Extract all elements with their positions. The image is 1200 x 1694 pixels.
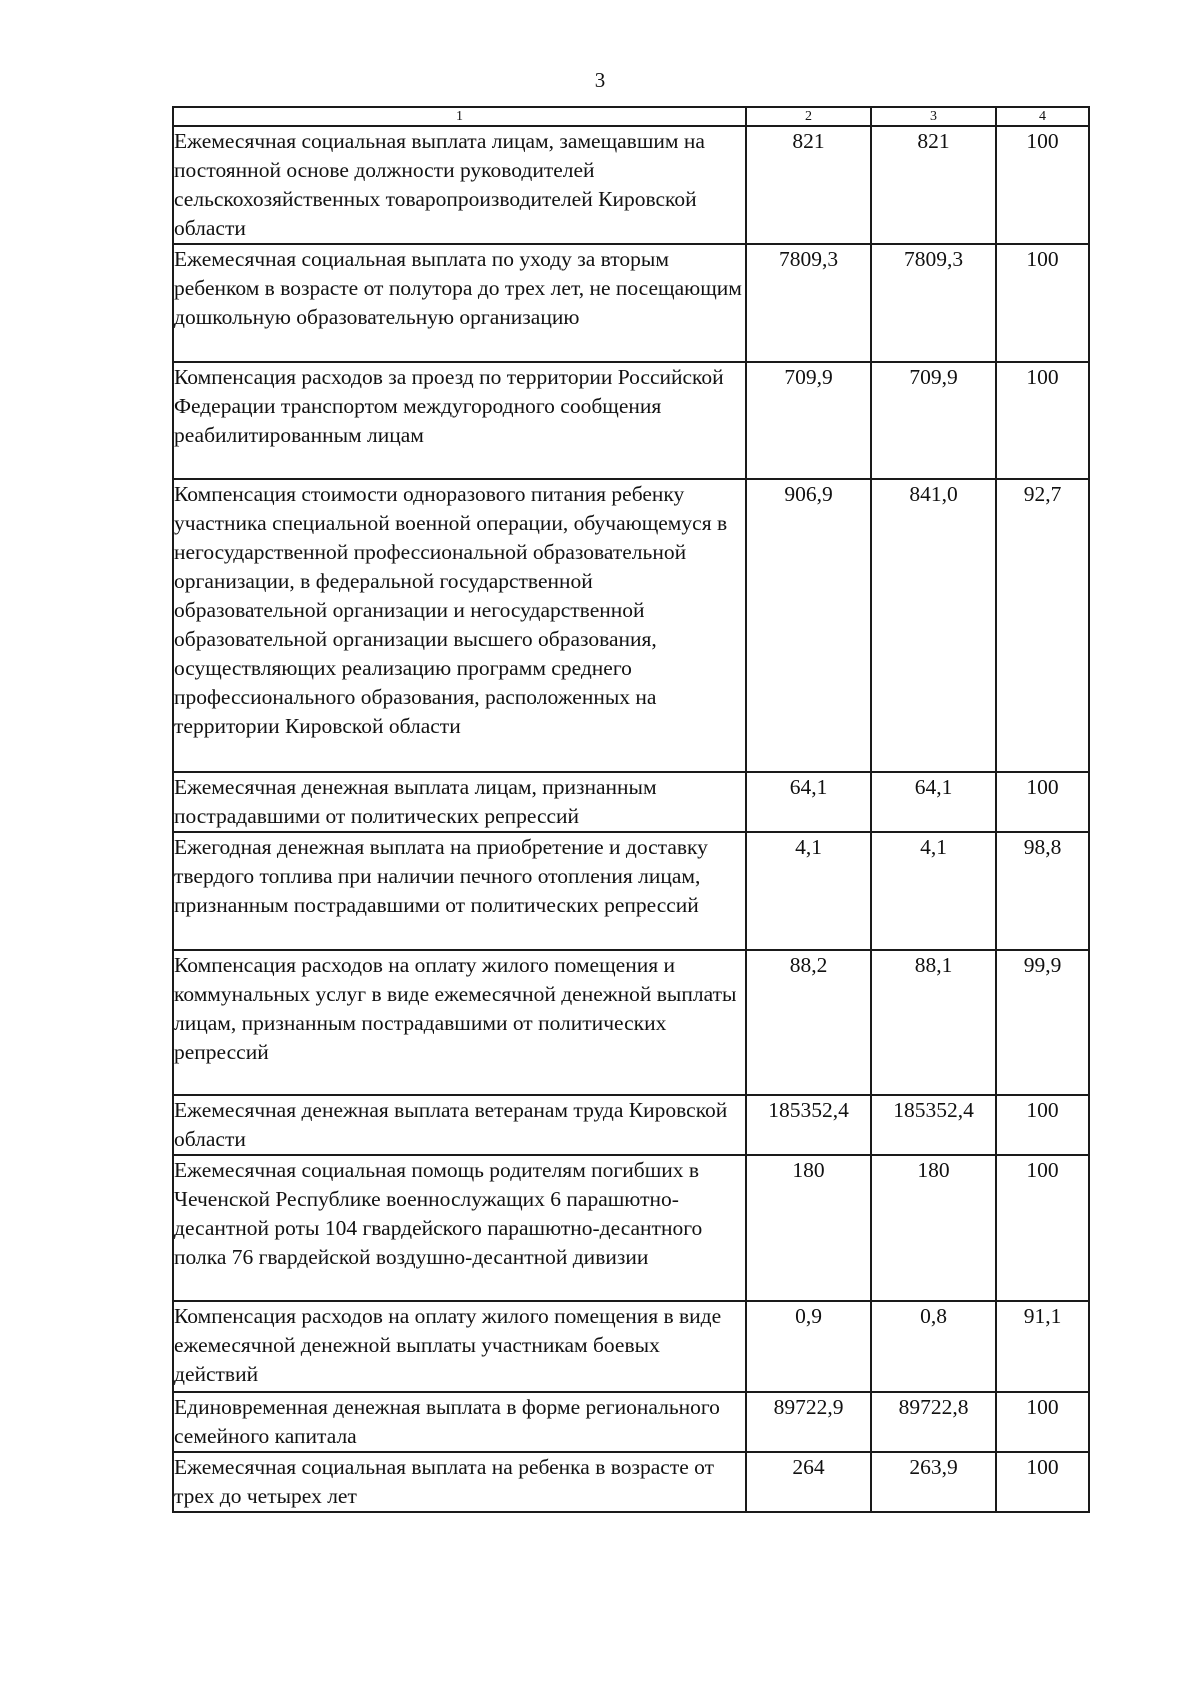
column-header-3: 3 [871,107,996,126]
row-value-col4: 100 [996,362,1089,479]
row-description: Ежегодная денежная выплата на приобретение и доставку твердого топлива при наличии печного отопления лицам, признанным пострадавшими от политических репрессий [173,832,746,950]
row-description: Ежемесячная денежная выплата лицам, признанным пострадавшими от политических репрессий [173,772,746,832]
column-header-2: 2 [746,107,871,126]
table-row [173,479,1089,772]
table-row [173,1392,1089,1452]
row-value-col3: 4,1 [871,832,996,950]
row-value-col2: 7809,3 [746,244,871,362]
data-table [172,106,1090,1513]
row-value-col3: 709,9 [871,362,996,479]
row-description: Компенсация стоимости одноразового питания ребенку участника специальной военной операции, обучающемуся в негосударственной профессиональной образовательной организации, в федеральной государственной образовательной организации и негосударственной образовательной организации высшего образования, осуществляющих реализацию программ среднего профессионального образования, расположенных на территории Кировской области [173,479,746,772]
table-row [173,832,1089,950]
row-value-col3: 180 [871,1155,996,1301]
table-row [173,1452,1089,1512]
page-number: 3 [594,68,606,92]
row-value-col2: 64,1 [746,772,871,832]
table-row [173,362,1089,479]
row-value-col4: 100 [996,772,1089,832]
row-value-col3: 7809,3 [871,244,996,362]
row-value-col2: 180 [746,1155,871,1301]
table-row [173,1095,1089,1155]
row-value-col4: 100 [996,1095,1089,1155]
row-value-col2: 4,1 [746,832,871,950]
row-description: Единовременная денежная выплата в форме регионального семейного капитала [173,1392,746,1452]
row-value-col3: 841,0 [871,479,996,772]
row-value-col4: 100 [996,126,1089,244]
column-header-1: 1 [173,107,746,126]
row-value-col4: 99,9 [996,950,1089,1095]
table-row [173,244,1089,362]
row-description: Компенсация расходов на оплату жилого помещения и коммунальных услуг в виде ежемесячной денежной выплаты лицам, признанным пострадавшими от политических репрессий [173,950,746,1095]
row-value-col2: 906,9 [746,479,871,772]
row-value-col4: 100 [996,1392,1089,1452]
row-value-col4: 100 [996,1452,1089,1512]
row-value-col2: 89722,9 [746,1392,871,1452]
row-value-col3: 88,1 [871,950,996,1095]
row-description: Ежемесячная социальная выплата лицам, замещавшим на постоянной основе должности руководителей сельскохозяйственных товаропроизводителей Кировской области [173,126,746,244]
row-value-col3: 821 [871,126,996,244]
row-value-col4: 98,8 [996,832,1089,950]
row-description: Ежемесячная социальная помощь родителям погибших в Чеченской Республике военнослужащих 6 парашютно-десантной роты 104 гвардейского парашютно-десантного полка 76 гвардейской воздушно-десантной дивизии [173,1155,746,1301]
row-value-col3: 185352,4 [871,1095,996,1155]
row-value-col4: 100 [996,1155,1089,1301]
row-value-col4: 91,1 [996,1301,1089,1392]
row-value-col3: 89722,8 [871,1392,996,1452]
table-header-row [173,107,1089,126]
row-value-col2: 0,9 [746,1301,871,1392]
row-value-col3: 263,9 [871,1452,996,1512]
row-description: Ежемесячная денежная выплата ветеранам труда Кировской области [173,1095,746,1155]
table-row [173,950,1089,1095]
row-value-col2: 264 [746,1452,871,1512]
table-row [173,126,1089,244]
row-description: Ежемесячная социальная выплата по уходу за вторым ребенком в возрасте от полутора до трех лет, не посещающим дошкольную образовательную организацию [173,244,746,362]
table-row [173,1155,1089,1301]
row-value-col3: 0,8 [871,1301,996,1392]
row-description: Компенсация расходов за проезд по территории Российской Федерации транспортом междугородного сообщения реабилитированным лицам [173,362,746,479]
row-value-col2: 709,9 [746,362,871,479]
row-value-col3: 64,1 [871,772,996,832]
row-value-col2: 185352,4 [746,1095,871,1155]
row-value-col2: 821 [746,126,871,244]
table-row [173,1301,1089,1392]
row-value-col4: 100 [996,244,1089,362]
table-row [173,772,1089,832]
row-value-col4: 92,7 [996,479,1089,772]
column-header-4: 4 [996,107,1089,126]
row-description: Компенсация расходов на оплату жилого помещения в виде ежемесячной денежной выплаты участникам боевых действий [173,1301,746,1392]
row-value-col2: 88,2 [746,950,871,1095]
row-description: Ежемесячная социальная выплата на ребенка в возрасте от трех до четырех лет [173,1452,746,1512]
